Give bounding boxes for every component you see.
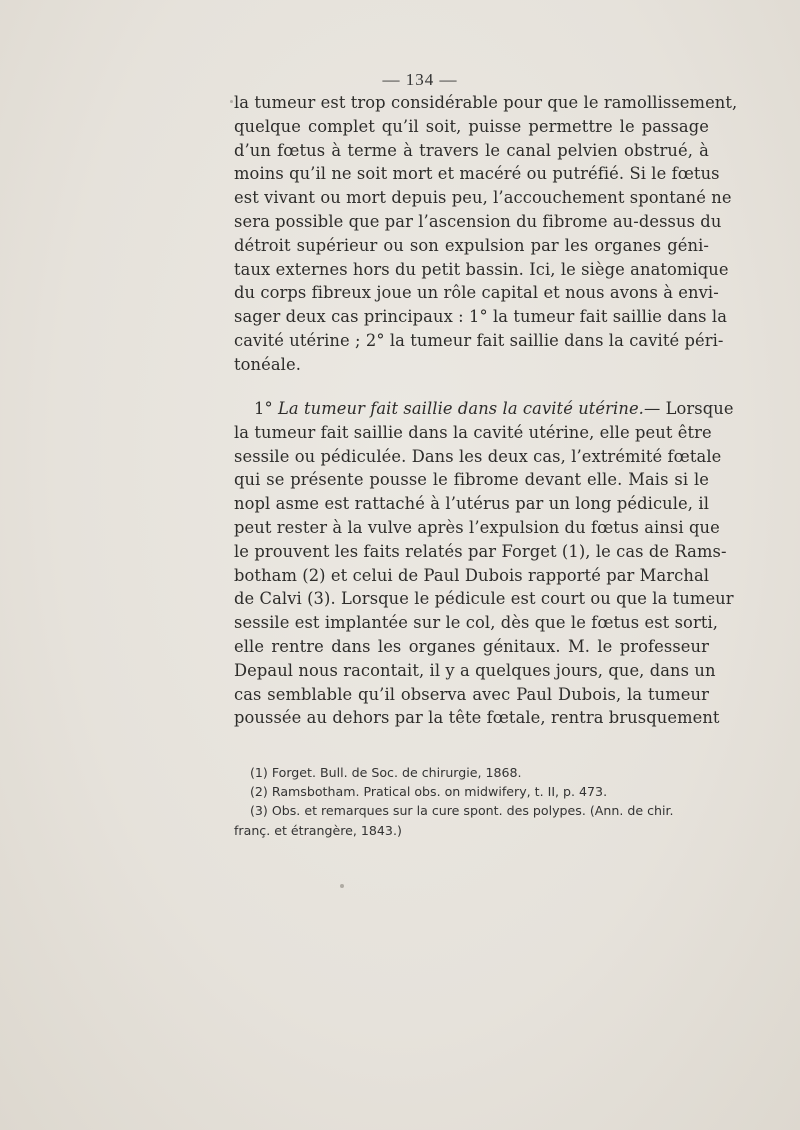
- text-line: sager deux cas principaux : 1° la tumeur fait saillie dans la: [234, 307, 728, 327]
- text-line: peut rester à la vulve après l’expulsion du fœtus ainsi que: [234, 517, 720, 537]
- text-line: cas semblable qu’il observa avec Paul Dubois, la tumeur: [234, 684, 709, 704]
- text-line: le prouvent les faits relatés par Forget (1), le cas de Rams-: [234, 541, 727, 561]
- text-line: moins qu’il ne soit mort et macéré ou putréfié. Si le fœtus: [234, 164, 720, 184]
- section-heading: La tumeur fait saillie dans la cavité utérine.: [277, 399, 644, 418]
- text-line: poussée au dehors par la tête fœtale, rentra brusquement: [234, 708, 720, 728]
- footnote: (1) Forget. Bull. de Soc. de chirurgie, 1868.: [250, 765, 522, 780]
- footnote: (3) Obs. et remarques sur la cure spont. des polypes. (Ann. de chir.: [250, 803, 674, 819]
- heading-continuation: — Lorsque: [643, 399, 734, 418]
- text-line: est vivant ou mort depuis peu, l’accouchement spontané ne: [234, 188, 732, 208]
- text-line: botham (2) et celui de Paul Dubois rapporté par Marchal: [234, 565, 710, 585]
- text-line: qui se présente pousse le fibrome devant elle. Mais si le: [234, 470, 709, 490]
- text-line: sera possible que par l’ascension du fibrome au-dessus du: [234, 211, 722, 231]
- section-heading-line: [234, 397, 734, 421]
- footnotes: [234, 763, 714, 840]
- text-line: la tumeur fait saillie dans la cavité utérine, elle peut être: [234, 422, 712, 442]
- text-line: de Calvi (3). Lorsque le pédicule est court ou que la tumeur: [234, 589, 734, 609]
- text-line: cavité utérine ; 2° la tumeur fait saillie dans la cavité péri-: [234, 330, 724, 350]
- heading-number: 1°: [254, 399, 278, 418]
- text-line: nopl asme est rattaché à l’utérus par un long pédicule, il: [234, 494, 709, 514]
- text-line: elle rentre dans les organes génitaux. M. le professeur: [234, 636, 709, 656]
- text-line: sessile ou pédiculée. Dans les deux cas, l’extrémité fœtale: [234, 446, 722, 466]
- footnote-continuation: franç. et étrangère, 1843.): [234, 822, 402, 838]
- text-line: sessile est implantée sur le col, dès que le fœtus est sorti,: [234, 613, 719, 633]
- text-line: taux externes hors du petit bassin. Ici, le siège anatomique: [234, 259, 729, 279]
- page-number: — 134 —: [382, 70, 458, 89]
- text-line: détroit supérieur ou son expulsion par les organes géni-: [234, 235, 709, 255]
- paper-speck: [340, 884, 344, 888]
- text-line: du corps fibreux joue un rôle capital et nous avons à envi-: [234, 283, 719, 303]
- paragraph-1: [234, 91, 738, 377]
- paper-speck: [230, 100, 233, 103]
- paragraph-2: [234, 397, 734, 730]
- footnote: (2) Ramsbotham. Pratical obs. on midwifery, t. II, p. 473.: [250, 784, 608, 800]
- text-line: d’un fœtus à terme à travers le canal pelvien obstrué, à: [234, 140, 709, 160]
- text-line: tonéale.: [234, 354, 301, 374]
- text-line: la tumeur est trop considérable pour que le ramollissement,: [234, 93, 738, 112]
- text-line: Depaul nous racontait, il y a quelques jours, que, dans un: [234, 660, 716, 680]
- text-line: quelque complet qu’il soit, puisse permettre le passage: [234, 116, 709, 136]
